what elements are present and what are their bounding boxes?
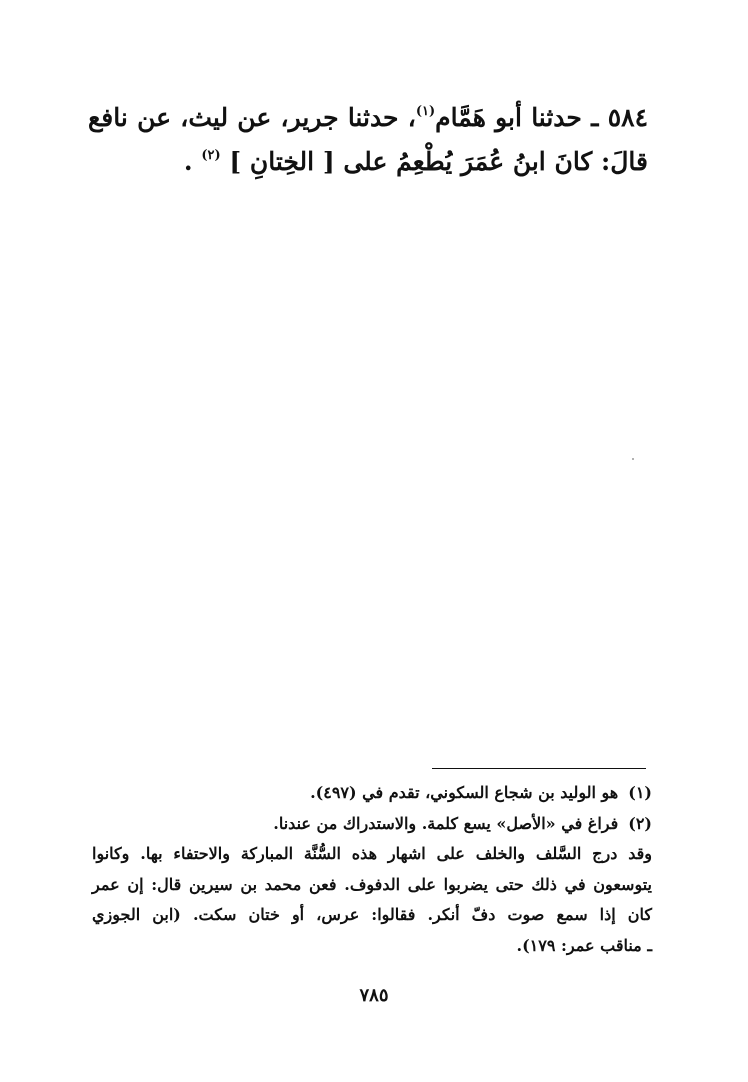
scan-speck (632, 458, 634, 460)
footnote-separator (432, 768, 646, 769)
footnote-2-number: (٢) (628, 813, 652, 833)
footnotes (92, 778, 652, 961)
footnote-ref-1: (١) (415, 104, 436, 119)
hadith-line-1-start: ٥٨٤ ـ حدثنا أبو هَمَّام (435, 103, 649, 132)
hadith-line-2-start: قالَ: كانَ ابنُ عُمَرَ يُطْعِمُ على [ الخِتانِ ] (229, 147, 648, 176)
hadith-line-1-end: ، حدثنا جرير، عن ليث، عن نافع (88, 103, 416, 132)
footnote-2 (92, 809, 652, 840)
footnote-1-number: (١) (628, 783, 652, 802)
hadith-line-1 (88, 96, 648, 140)
hadith-line-2 (88, 140, 648, 184)
footnote-2-continuation-4: ـ مناقب عمر: ١٧٩). (516, 935, 652, 955)
footnote-2-continuation-3: كان إذا سمع صوت دفّ أنكر. فقالوا: عرس، أو ختان سكت. (ابن الجوزي (92, 905, 652, 924)
footnote-ref-2: (٢) (201, 148, 221, 163)
footnote-1-text: هو الوليد بن شجاع السكوني، تقدم في (٤٩٧). (310, 783, 619, 802)
footnote-1 (92, 778, 652, 809)
footnote-2-continuation-2: يتوسعون في ذلك حتى يضربوا على الدفوف. فعن محمد بن سيرين قال: إن عمر (92, 874, 652, 894)
page-number: ٧٨٥ (359, 985, 389, 1006)
hadith-text (88, 96, 648, 184)
footnote-2-continuation-1: وقد درج السَّلف والخلف على اشهار هذه السُّنَّة المباركة والاحتفاء بها. وكانوا (92, 844, 652, 863)
footnote-2-text: فراغ في «الأصل» يسع كلمة. والاستدراك من عندنا. (273, 813, 619, 833)
hadith-line-2-end: . (183, 147, 193, 176)
